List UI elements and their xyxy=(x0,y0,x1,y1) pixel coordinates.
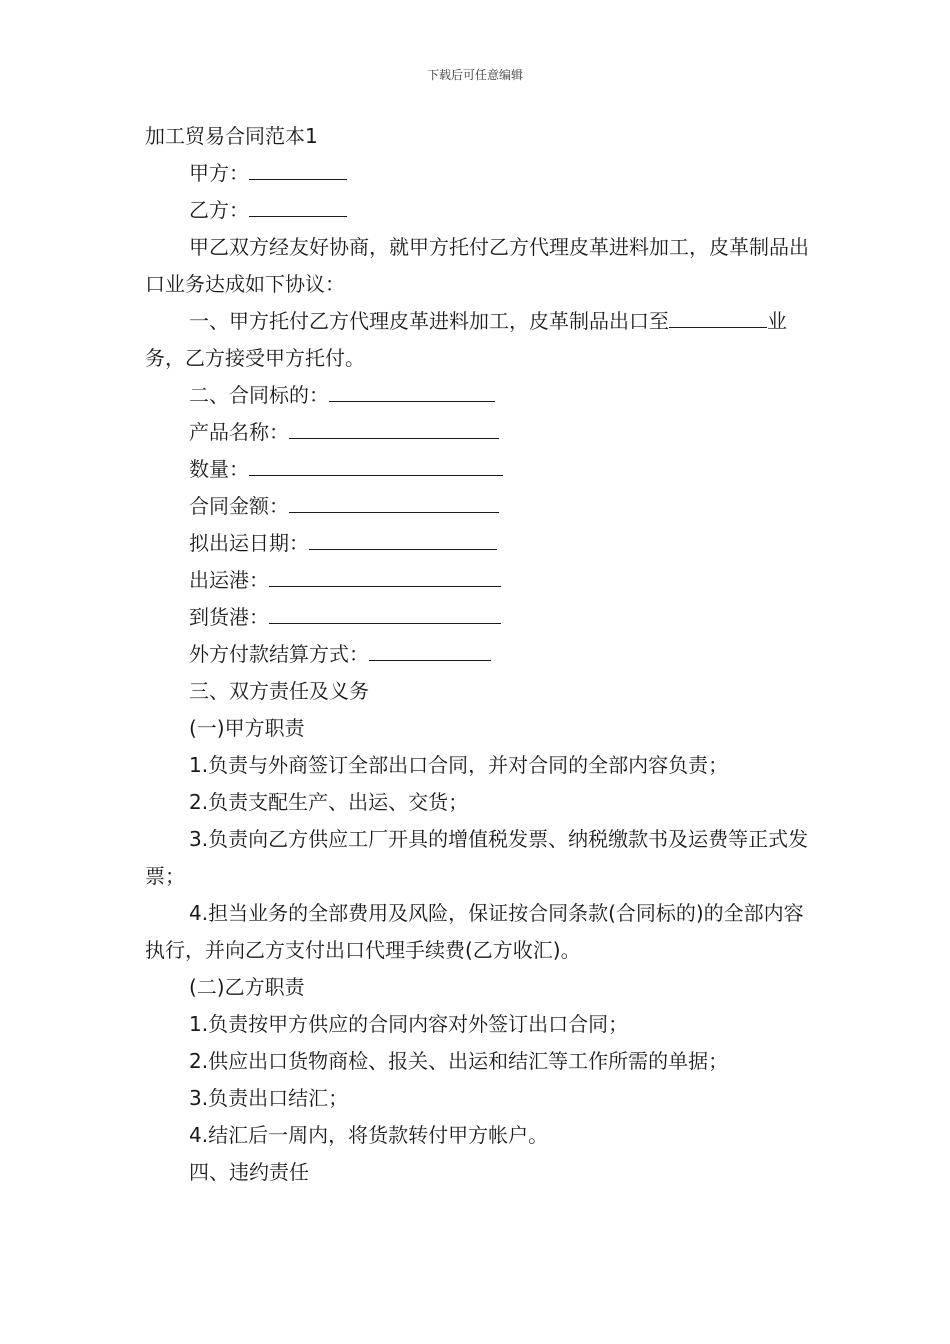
clause-3: 三、双方责任及义务 xyxy=(189,679,369,703)
party-b-duty-2: 2.供应出口货物商检、报关、出运和结汇等工作所需的单据； xyxy=(189,1049,729,1073)
payment-blank xyxy=(369,639,491,661)
party-a-duties-title: (一)甲方职责 xyxy=(189,716,305,740)
party-b-blank xyxy=(249,195,347,217)
party-a-duty-4: 4.担当业务的全部费用及风险，保证按合同条款(合同标的)的全部内容执行，并向乙方支付出口代理手续费(乙方收汇)。 xyxy=(145,901,804,962)
product-name-label: 产品名称： xyxy=(189,420,289,444)
product-name-blank xyxy=(289,417,499,439)
party-b-line xyxy=(145,192,810,229)
party-a-duty-3: 3.负责向乙方供应工厂开具的增值税发票、纳税缴款书及运费等正式发票； xyxy=(145,827,809,888)
clause-1 xyxy=(145,303,810,377)
quantity-blank xyxy=(249,454,503,476)
port-arrival-label: 到货港： xyxy=(189,605,269,629)
party-a-label: 甲方： xyxy=(189,161,249,185)
payment-label: 外方付款结算方式： xyxy=(189,642,369,666)
party-a-blank xyxy=(249,158,347,180)
port-departure-line xyxy=(145,562,810,599)
clause-1-blank-a xyxy=(669,306,747,328)
party-a-duty-1: 1.负责与外商签订全部出口合同，并对合同的全部内容负责； xyxy=(189,753,729,777)
clause-2-line xyxy=(145,377,810,414)
port-departure-blank xyxy=(269,565,501,587)
port-departure-label: 出运港： xyxy=(189,568,269,592)
party-b-duties-title: (二)乙方职责 xyxy=(189,975,305,999)
amount-line xyxy=(145,488,810,525)
party-a-duty-2: 2.负责支配生产、出运、交货； xyxy=(189,790,469,814)
clause-2-label: 二、合同标的： xyxy=(189,383,329,407)
clause-1-text-b: 业务，乙方接受甲方托付。 xyxy=(145,309,787,370)
product-name-line xyxy=(145,414,810,451)
quantity-label: 数量： xyxy=(189,457,249,481)
party-b-label: 乙方： xyxy=(189,198,249,222)
clause-4: 四、违约责任 xyxy=(189,1160,309,1184)
amount-label: 合同金额： xyxy=(189,494,289,518)
port-arrival-blank xyxy=(269,602,501,624)
quantity-line xyxy=(145,451,810,488)
clause-1-text-a: 一、甲方托付乙方代理皮革进料加工，皮革制品出口至 xyxy=(189,309,669,333)
party-b-duty-1: 1.负责按甲方供应的合同内容对外签订出口合同； xyxy=(189,1012,629,1036)
amount-blank xyxy=(289,491,499,513)
ship-date-blank xyxy=(309,528,497,550)
party-a-line xyxy=(145,155,810,192)
party-b-duty-3: 3.负责出口结汇； xyxy=(189,1086,349,1110)
header-note: 下载后可任意编辑 xyxy=(426,68,523,82)
clause-1-blank-b xyxy=(747,306,767,328)
clause-2-blank xyxy=(329,380,495,402)
port-arrival-line xyxy=(145,599,810,636)
party-b-duty-4: 4.结汇后一周内，将货款转付甲方帐户。 xyxy=(189,1123,549,1147)
contract-document xyxy=(145,118,810,1191)
intro-paragraph: 甲乙双方经友好协商，就甲方托付乙方代理皮革进料加工，皮革制品出口业务达成如下协议： xyxy=(145,235,809,296)
ship-date-line xyxy=(145,525,810,562)
payment-line xyxy=(145,636,810,673)
ship-date-label: 拟出运日期： xyxy=(189,531,309,555)
document-title: 加工贸易合同范本1 xyxy=(145,124,318,148)
